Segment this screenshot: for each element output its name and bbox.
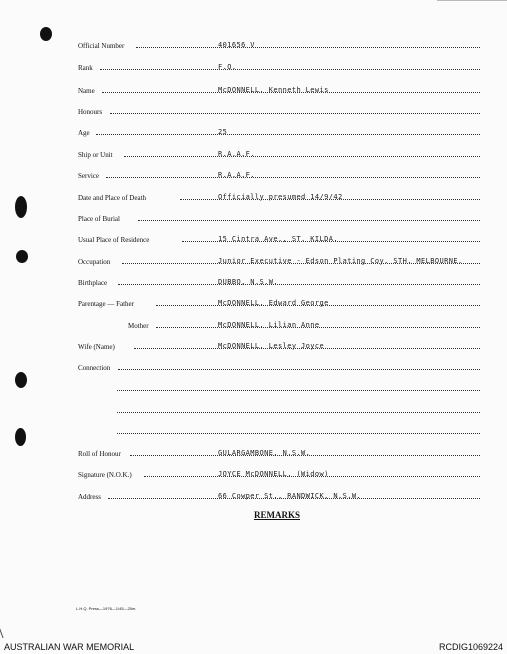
rank-label: Rank <box>78 64 93 72</box>
address-label: Address <box>78 493 101 501</box>
roll-row <box>78 448 480 460</box>
ship-row <box>78 149 480 161</box>
honours-row <box>78 106 480 118</box>
address-value: 66 Cowper St., RANDWICK, N.S.W. <box>218 492 362 500</box>
residence-value: 15 Cintra Ave., ST. KILDA. <box>218 235 338 243</box>
footer-record-id: RCDIG1069224 <box>438 642 503 652</box>
father-label: Parentage — Father <box>78 300 134 308</box>
mother-label: Mother <box>128 322 149 330</box>
ship-label: Ship or Unit <box>78 151 113 159</box>
mother-row <box>78 320 480 332</box>
honours-label: Honours <box>78 108 103 116</box>
burial-label: Place of Burial <box>78 215 120 223</box>
punch-hole <box>15 196 27 218</box>
punch-hole <box>16 250 28 263</box>
signature-label: Signature (N.O.K.) <box>78 471 132 479</box>
death-label: Date and Place of Death <box>78 194 147 202</box>
birthplace-label: Birthplace <box>78 279 108 287</box>
page-corner-mark <box>437 0 507 6</box>
father-row <box>78 298 480 310</box>
wife-row <box>78 341 480 353</box>
age-value: 25 <box>218 128 228 136</box>
official-number-value: 401656 V <box>218 41 255 49</box>
connection-line <box>117 412 480 413</box>
service-row <box>78 170 480 182</box>
roll-label: Roll of Honour <box>78 450 121 458</box>
name-label: Name <box>78 87 95 95</box>
rank-row <box>78 62 480 74</box>
occupation-row <box>78 256 480 268</box>
death-value: Officially presumed 14/9/42 <box>218 193 343 201</box>
rank-value: F.O. <box>218 63 237 71</box>
punch-hole <box>40 27 52 41</box>
signature-value: JOYCE McDONNELL, (Widow) <box>218 470 329 478</box>
remarks-heading: REMARKS <box>254 510 301 520</box>
residence-row <box>78 234 480 246</box>
burial-row <box>78 213 480 225</box>
ship-value: R.A.A.F. <box>218 150 255 158</box>
page-fold-mark <box>0 624 14 638</box>
punch-hole <box>15 372 27 388</box>
name-row <box>78 85 480 97</box>
age-row <box>78 127 480 139</box>
official-number-label: Official Number <box>78 42 125 50</box>
birthplace-value: DUBBO, N.S.W. <box>218 278 278 286</box>
connection-label: Connection <box>78 364 111 372</box>
official-number-row <box>78 40 480 52</box>
print-stamp: L.H.Q. Press—1976—1/45—20m. <box>76 606 137 611</box>
wife-value: McDONNELL, Lesley Joyce <box>218 342 325 350</box>
age-label: Age <box>78 129 90 137</box>
birthplace-row <box>78 277 480 289</box>
punch-hole <box>15 428 26 446</box>
connection-line <box>117 433 480 434</box>
name-value: McDONNELL, Kenneth Lewis <box>218 86 329 94</box>
occupation-label: Occupation <box>78 258 111 266</box>
occupation-value: Junior Executive - Edson Plating Coy. STH. MELBOURNE. <box>218 257 463 265</box>
roll-value: GULARGAMBONE, N.S.W. <box>218 449 311 457</box>
address-row <box>78 491 480 503</box>
service-value: R.A.A.F. <box>218 171 255 179</box>
footer-institution: AUSTRALIAN WAR MEMORIAL <box>4 642 135 652</box>
service-label: Service <box>78 172 99 180</box>
signature-row <box>78 469 480 481</box>
residence-label: Usual Place of Residence <box>78 236 150 244</box>
death-row <box>78 192 480 204</box>
father-value: McDONNELL, Edward George <box>218 299 329 307</box>
connection-line <box>117 390 480 391</box>
connection-row <box>78 362 480 374</box>
wife-label: Wife (Name) <box>78 343 115 351</box>
mother-value: McDONNELL, Lilian Anne <box>218 321 320 329</box>
